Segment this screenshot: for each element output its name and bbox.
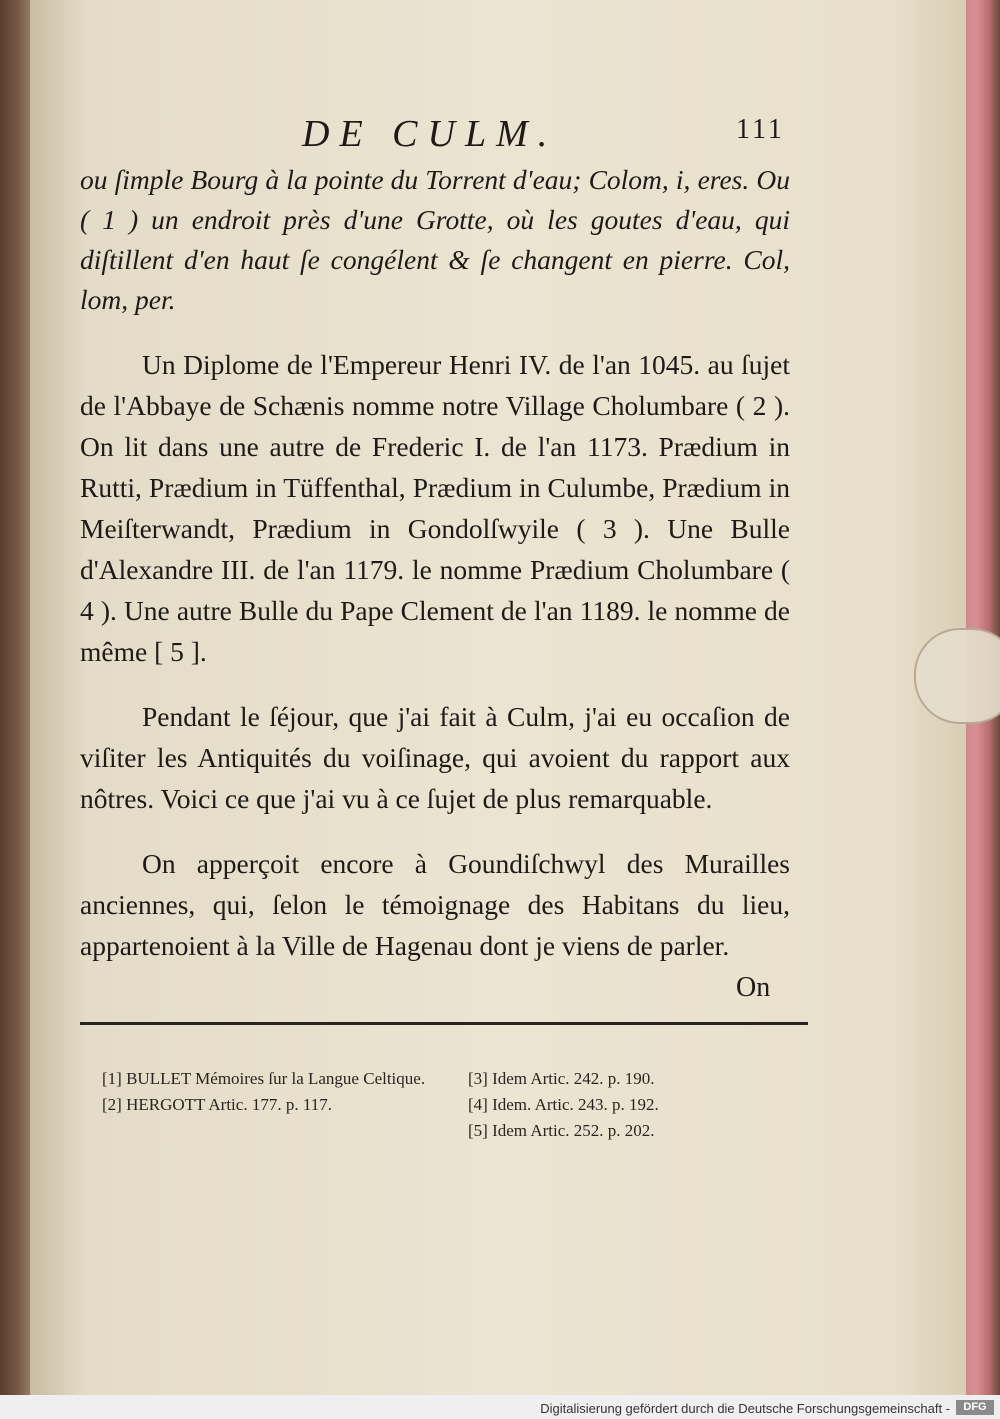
body-text xyxy=(80,160,790,966)
footnotes-left xyxy=(102,1066,452,1118)
page-number: 111 xyxy=(736,114,785,145)
paragraph-goundischwyl: On apperçoit encore à Goundiſchwyl des Murailles anciennes, qui, ſelon le témoignage des Habitans du lieu, appartenoient à la Ville de Hagenau dont je viens de parler. xyxy=(80,848,790,961)
footnote-2: [2] HERGOTT Artic. 177. p. 117. xyxy=(102,1095,332,1114)
running-title: DE CULM. xyxy=(302,113,558,155)
book-page xyxy=(30,0,966,1395)
catchword: On xyxy=(736,972,771,1003)
footnote-rule xyxy=(80,1022,808,1025)
footnote-1: [1] BULLET Mémoires ſur la Langue Celtique. xyxy=(102,1069,426,1088)
footnote-3: [3] Idem Artic. 242. p. 190. xyxy=(468,1069,655,1088)
page-header xyxy=(30,112,966,156)
paragraph-diplome: Un Diplome de l'Empereur Henri IV. de l'an 1045. au ſujet de l'Abbaye de Schænis nomme notre Village Cholumbare ( 2 ). On lit dans une autre de Frederic I. de l'an 1173. Prædium in Rutti, Prædium in Tüffenthal, Prædium in Culumbe, Prædium in Meiſterwandt, Prædium in Gondolſwyile ( 3 ). Une Bulle d'Alexandre III. de l'an 1179. le nomme Prædium Cholumbare ( 4 ). Une autre Bulle du Pape Clement de l'an 1189. le nomme de même [ 5 ]. xyxy=(80,349,790,667)
digitization-footer xyxy=(0,1395,1000,1419)
funding-credit: Digitalisierung gefördert durch die Deutsche Forschungsgemeinschaft - xyxy=(540,1401,950,1416)
dfg-logo-icon: DFG xyxy=(956,1400,994,1415)
bookmark-ribbon xyxy=(914,628,1000,724)
paragraph-sejour: Pendant le ſéjour, que j'ai fait à Culm, j'ai eu occaſion de viſiter les Antiquités du voiſinage, qui avoient du rapport aux nôtres. Voici ce que j'ai vu à ce ſujet de plus remarquable. xyxy=(80,701,790,814)
footnote-5: [5] Idem Artic. 252. p. 202. xyxy=(468,1121,655,1140)
paragraph-etymology: ou ſimple Bourg à la pointe du Torrent d'eau; Colom, i, eres. Ou ( 1 ) un endroit près d'une Grotte, où les goutes d'eau, qui diſtillent d'en haut ſe congélent & ſe changent en pierre. Col, lom, per. xyxy=(80,164,790,315)
footnotes-right xyxy=(468,1066,788,1144)
footnote-4: [4] Idem. Artic. 243. p. 192. xyxy=(468,1095,659,1114)
